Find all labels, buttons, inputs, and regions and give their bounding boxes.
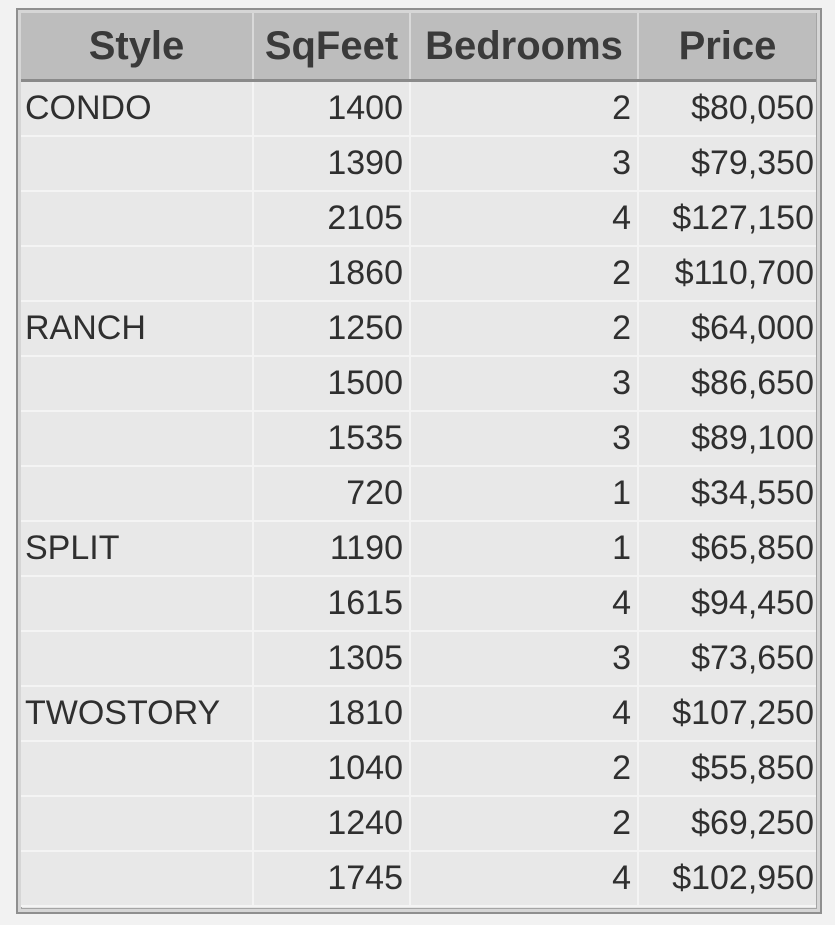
sqfeet-cell: 720 — [253, 466, 410, 521]
price-cell: $86,650 — [638, 356, 816, 411]
sqfeet-cell: 1500 — [253, 356, 410, 411]
sqfeet-cell: 1860 — [253, 246, 410, 301]
price-cell: $55,850 — [638, 741, 816, 796]
style-cell — [21, 741, 253, 796]
price-cell: $80,050 — [638, 81, 816, 137]
style-cell — [21, 576, 253, 631]
style-cell: SPLIT — [21, 521, 253, 576]
bedrooms-cell: 3 — [410, 356, 638, 411]
bedrooms-cell: 1 — [410, 521, 638, 576]
table-row — [21, 191, 816, 246]
style-cell: CONDO — [21, 81, 253, 137]
price-cell: $69,250 — [638, 796, 816, 851]
price-cell: $89,100 — [638, 411, 816, 466]
bedrooms-cell: 1 — [410, 466, 638, 521]
bedrooms-cell: 2 — [410, 741, 638, 796]
table-header — [21, 13, 816, 81]
sqfeet-cell: 1190 — [253, 521, 410, 576]
bedrooms-cell: 2 — [410, 246, 638, 301]
bedrooms-cell: 4 — [410, 851, 638, 906]
table-row — [21, 686, 816, 741]
price-cell: $127,150 — [638, 191, 816, 246]
sqfeet-cell: 2105 — [253, 191, 410, 246]
price-cell: $102,950 — [638, 851, 816, 906]
table-row — [21, 246, 816, 301]
table-row — [21, 741, 816, 796]
price-cell: $110,700 — [638, 246, 816, 301]
table-row — [21, 851, 816, 906]
table-row — [21, 796, 816, 851]
table-row — [21, 356, 816, 411]
housing-report-table — [21, 13, 816, 907]
sqfeet-cell: 1810 — [253, 686, 410, 741]
table-row — [21, 136, 816, 191]
style-cell: RANCH — [21, 301, 253, 356]
bedrooms-cell: 2 — [410, 81, 638, 137]
sqfeet-cell: 1040 — [253, 741, 410, 796]
price-cell: $94,450 — [638, 576, 816, 631]
sqfeet-cell: 1390 — [253, 136, 410, 191]
bedrooms-cell: 3 — [410, 411, 638, 466]
sqfeet-cell: 1240 — [253, 796, 410, 851]
column-header-bedrooms: Bedrooms — [410, 13, 638, 81]
table-row — [21, 81, 816, 137]
style-cell — [21, 246, 253, 301]
price-cell: $34,550 — [638, 466, 816, 521]
style-cell — [21, 796, 253, 851]
table-row — [21, 631, 816, 686]
style-cell — [21, 851, 253, 906]
style-cell — [21, 466, 253, 521]
table-row — [21, 411, 816, 466]
price-cell: $79,350 — [638, 136, 816, 191]
column-header-sqfeet: SqFeet — [253, 13, 410, 81]
table-row — [21, 576, 816, 631]
table-body — [21, 81, 816, 907]
table-row — [21, 466, 816, 521]
bedrooms-cell: 2 — [410, 796, 638, 851]
bedrooms-cell: 4 — [410, 576, 638, 631]
style-cell — [21, 136, 253, 191]
style-cell — [21, 356, 253, 411]
column-header-price: Price — [638, 13, 816, 81]
sqfeet-cell: 1250 — [253, 301, 410, 356]
table-row — [21, 301, 816, 356]
sqfeet-cell: 1305 — [253, 631, 410, 686]
bedrooms-cell: 4 — [410, 191, 638, 246]
style-cell — [21, 191, 253, 246]
price-cell: $73,650 — [638, 631, 816, 686]
sqfeet-cell: 1535 — [253, 411, 410, 466]
bedrooms-cell: 3 — [410, 136, 638, 191]
price-cell: $64,000 — [638, 301, 816, 356]
bedrooms-cell: 4 — [410, 686, 638, 741]
price-cell: $65,850 — [638, 521, 816, 576]
table-row — [21, 521, 816, 576]
column-header-style: Style — [21, 13, 253, 81]
sqfeet-cell: 1400 — [253, 81, 410, 137]
header-row — [21, 13, 816, 81]
style-cell — [21, 631, 253, 686]
style-cell — [21, 411, 253, 466]
sqfeet-cell: 1745 — [253, 851, 410, 906]
bedrooms-cell: 2 — [410, 301, 638, 356]
price-cell: $107,250 — [638, 686, 816, 741]
sqfeet-cell: 1615 — [253, 576, 410, 631]
bedrooms-cell: 3 — [410, 631, 638, 686]
style-cell: TWOSTORY — [21, 686, 253, 741]
